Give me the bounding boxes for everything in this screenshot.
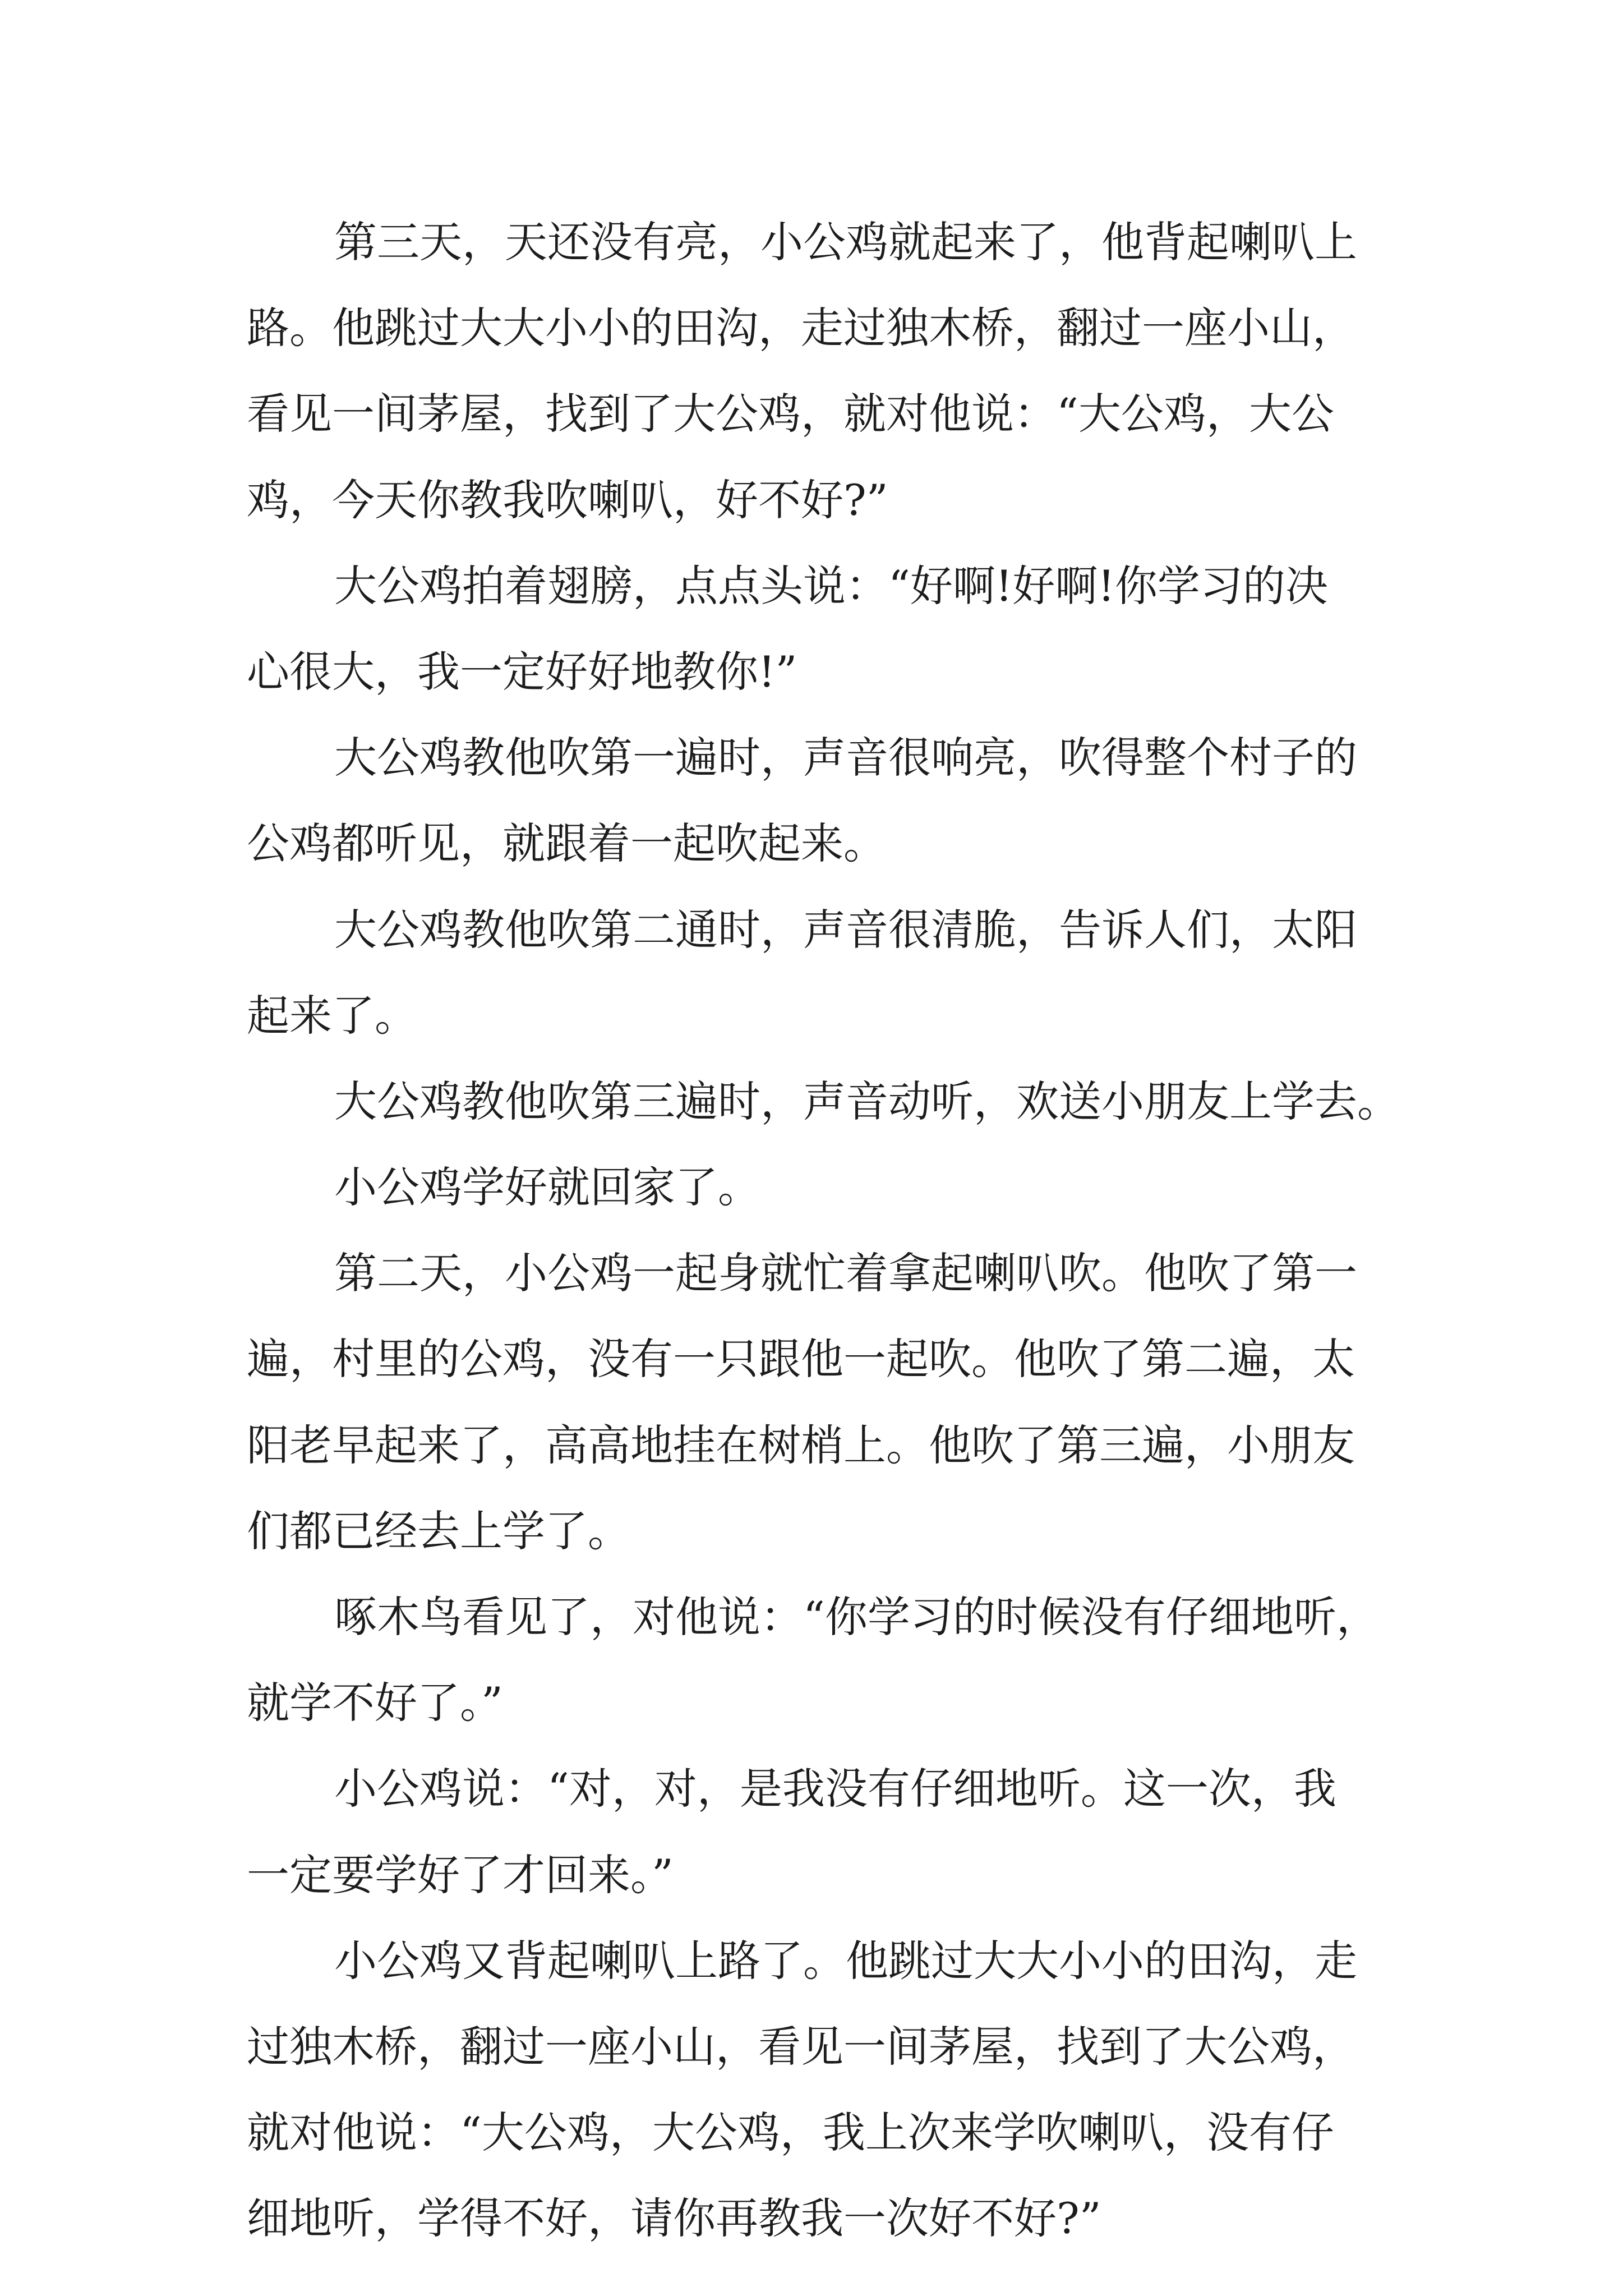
text-line: 阳老早起来了，高高地挂在树梢上。他吹了第三遍，小朋友	[247, 1420, 1355, 1470]
text-line: 心很大，我一定好好地教你!”	[247, 646, 797, 697]
text-line: 大公鸡教他吹第一遍时，声音很响亮，吹得整个村子的	[334, 733, 1357, 783]
text-line: 啄木鸟看见了，对他说：“你学习的时候没有仔细地听，	[334, 1592, 1379, 1642]
text-line: 公鸡都听见，就跟着一起吹起来。	[247, 818, 886, 869]
text-line: 路。他跳过大大小小的田沟，走过独木桥，翻过一座小山，	[247, 303, 1355, 353]
text-line: 遍，村里的公鸡，没有一只跟他一起吹。他吹了第二遍，太	[247, 1334, 1355, 1384]
text-line: 过独木桥，翻过一座小山，看见一间茅屋，找到了大公鸡，	[247, 2021, 1355, 2072]
text-line: 小公鸡说：“对，对，是我没有仔细地听。这一次，我	[334, 1764, 1336, 1814]
text-line: 大公鸡教他吹第二通时，声音很清脆，告诉人们，太阳	[334, 904, 1357, 955]
paragraph	[247, 1144, 1380, 1230]
text-line: 就对他说：“大公鸡，大公鸡，我上次来学吹喇叭，没有仔	[247, 2108, 1334, 2158]
text-line: 一定要学好了才回来。”	[247, 1849, 674, 1900]
paragraph	[247, 1918, 1380, 2262]
text-line: 细地听，学得不好，请你再教我一次好不好?”	[247, 2193, 1101, 2244]
text-line: 小公鸡学好就回家了。	[334, 1162, 760, 1213]
text-line: 们都已经去上学了。	[247, 1506, 630, 1556]
text-line: 第二天，小公鸡一起身就忙着拿起喇叭吹。他吹了第一	[334, 1248, 1357, 1299]
paragraph	[247, 199, 1380, 543]
text-line: 鸡，今天你教我吹喇叭，好不好?”	[247, 475, 888, 525]
paragraph	[247, 715, 1380, 886]
text-line: 看见一间茅屋，找到了大公鸡，就对他说：“大公鸡，大公	[247, 389, 1334, 439]
paragraph	[247, 887, 1380, 1059]
paragraph	[247, 543, 1380, 715]
text-line: 大公鸡教他吹第三遍时，声音动听，欢送小朋友上学去。	[334, 1076, 1400, 1126]
story-text	[247, 199, 1400, 2262]
text-line: 起来了。	[247, 990, 417, 1041]
paragraph	[247, 1059, 1400, 1144]
paragraph	[247, 1574, 1380, 1746]
paragraph	[247, 1746, 1380, 1917]
text-line: 第三天，天还没有亮，小公鸡就起来了，他背起喇叭上	[334, 217, 1357, 267]
paragraph	[247, 1230, 1380, 1574]
text-line: 小公鸡又背起喇叭上路了。他跳过大大小小的田沟，走	[334, 1935, 1357, 1986]
text-line: 大公鸡拍着翅膀，点点头说：“好啊!好啊!你学习的决	[334, 560, 1328, 611]
text-line: 就学不好了。”	[247, 1678, 503, 1728]
